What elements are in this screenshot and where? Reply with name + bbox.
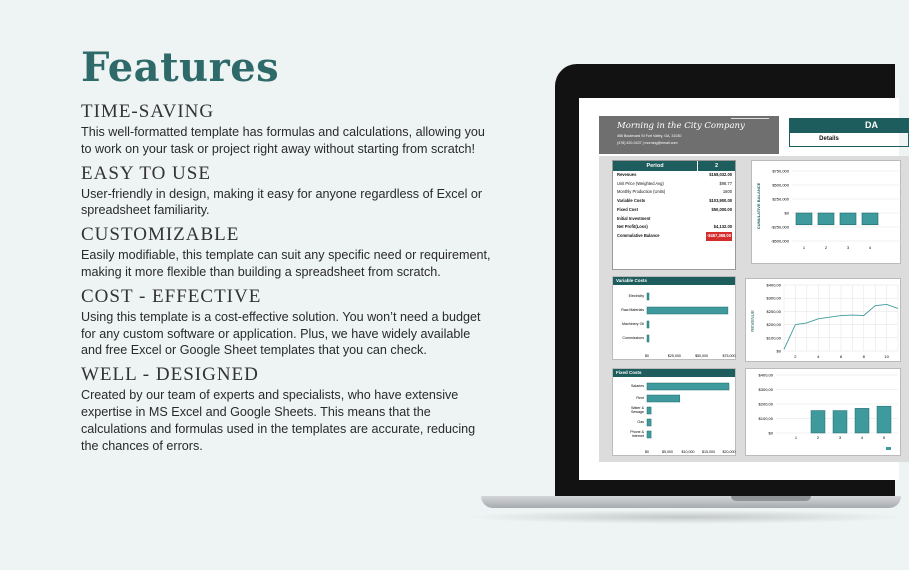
page-title: Features bbox=[81, 44, 280, 91]
y-tick-label: $100,00 bbox=[766, 335, 781, 341]
logo: Logo bbox=[732, 102, 765, 117]
period-row-label: Unit Price (Weighted Avg) bbox=[617, 180, 664, 186]
variable-costs-title: Variable Costs bbox=[613, 277, 735, 285]
category-label: Gas bbox=[637, 420, 644, 424]
period-row-value: $98.77 bbox=[719, 180, 732, 186]
period-row bbox=[613, 180, 735, 189]
y-tick-label: -$500,000 bbox=[770, 238, 789, 244]
x-tick-label: $15,000 bbox=[702, 450, 715, 454]
laptop-mockup bbox=[555, 64, 895, 520]
period-row-value: $158,032.00 bbox=[709, 172, 732, 177]
details-label: Details bbox=[789, 132, 909, 147]
legend-swatch bbox=[886, 447, 891, 450]
y-tick-label: $300,00 bbox=[766, 295, 781, 301]
period-row bbox=[613, 232, 735, 241]
bar bbox=[647, 431, 651, 438]
period-row-label: Initial Investment bbox=[617, 215, 651, 221]
features-column bbox=[81, 44, 491, 460]
period-rows bbox=[613, 171, 735, 241]
x-tick-label: 4 bbox=[868, 245, 872, 250]
x-tick-label: 2 bbox=[794, 354, 797, 359]
variable-costs-chart bbox=[612, 276, 736, 360]
period-row-label: Fixed Cost bbox=[617, 206, 638, 212]
feature-text: Using this template is a cost-effective solution. You won’t need a budget for any custom software or application. Plus, we have widely available and free Excel or Google Sheet templates that you can check. bbox=[81, 309, 481, 358]
bar bbox=[818, 213, 834, 225]
period-row bbox=[613, 171, 735, 180]
period-header-label: Period bbox=[646, 163, 664, 169]
y-tick-label: $750,000 bbox=[772, 168, 789, 174]
x-tick-label: 4 bbox=[860, 435, 864, 440]
fixed-costs-chart bbox=[612, 368, 736, 456]
x-tick-label: $75,000 bbox=[722, 354, 736, 358]
bar bbox=[833, 411, 847, 433]
x-tick-label: 3 bbox=[838, 435, 842, 440]
bar bbox=[647, 407, 651, 414]
x-tick-label: 2 bbox=[824, 245, 828, 250]
period-row bbox=[613, 215, 735, 224]
dashboard-header: DA bbox=[789, 118, 909, 132]
company-address: 456 Boulevard St Fort Valley, GA, 31030 bbox=[617, 134, 682, 138]
y-axis-label: CUMULATIVE BALANCE bbox=[756, 182, 761, 230]
bar bbox=[877, 406, 891, 433]
period-row-value: 1600 bbox=[722, 189, 732, 195]
feature-text: Created by our team of experts and specialists, who have extensive expertise in MS Excel and Google Sheets. This means that the calculations and formulas used in the templates are accurate, reducing the chances of errors. bbox=[81, 388, 476, 453]
category-label: Machinery Oil bbox=[622, 322, 644, 326]
bar bbox=[647, 395, 680, 402]
period-row bbox=[613, 188, 735, 197]
feature-text: User-friendly in design, making it easy for anyone regardless of Excel or spreadsheet familiarity. bbox=[81, 186, 483, 218]
feature-item bbox=[81, 287, 491, 359]
period-row-label: Revenues bbox=[617, 172, 637, 177]
bar bbox=[647, 321, 649, 328]
x-tick-label: 4 bbox=[817, 354, 820, 359]
period-row bbox=[613, 223, 735, 232]
x-tick-label: $20,000 bbox=[722, 450, 736, 454]
revenue-svg bbox=[746, 279, 902, 363]
category-label: Raw Materials bbox=[621, 308, 644, 312]
y-tick-label: $200,00 bbox=[758, 401, 773, 407]
company-name: Morning in the City Company bbox=[617, 121, 745, 131]
fixed-costs-svg bbox=[613, 377, 737, 457]
y-tick-label: $400,00 bbox=[766, 282, 781, 288]
category-label: Electricity bbox=[628, 294, 644, 298]
fixed-costs-title: Fixed Costs bbox=[613, 369, 735, 377]
variable-costs-svg bbox=[613, 285, 737, 361]
company-header bbox=[599, 116, 779, 154]
bar bbox=[647, 419, 651, 426]
y-tick-label: $500,000 bbox=[772, 182, 789, 188]
period-row-value: $103,900.00 bbox=[709, 198, 732, 204]
bottom-bar-chart bbox=[745, 368, 901, 456]
bar bbox=[647, 293, 649, 300]
y-tick-label: $300,00 bbox=[758, 387, 773, 392]
category-label: Internet bbox=[631, 434, 644, 438]
x-tick-label: $25,000 bbox=[667, 354, 681, 358]
period-header-value: 2 bbox=[697, 161, 735, 171]
period-row-value: $4,132.00 bbox=[713, 224, 732, 230]
period-row-label: Monthly Production (Units) bbox=[617, 189, 666, 195]
x-tick-label: $10,000 bbox=[681, 450, 695, 454]
category-label: Sewage bbox=[631, 410, 644, 414]
category-label: Commissions bbox=[622, 336, 644, 340]
feature-heading: TIME-SAVING bbox=[81, 101, 215, 122]
x-tick-label: 10 bbox=[884, 354, 889, 359]
x-tick-label: $0 bbox=[645, 450, 649, 454]
feature-item bbox=[81, 102, 491, 158]
period-summary-table bbox=[612, 160, 736, 270]
x-tick-label: $5,000 bbox=[662, 450, 673, 454]
x-tick-label: $50,000 bbox=[695, 354, 709, 358]
x-tick-label: 5 bbox=[882, 435, 886, 440]
y-tick-label: $0 bbox=[776, 348, 781, 354]
company-contact: (478) 420-0437 | morning@email.com bbox=[617, 141, 678, 145]
bar bbox=[647, 335, 649, 342]
y-tick-label: $100,00 bbox=[758, 416, 773, 421]
bottom-bar-svg bbox=[746, 369, 902, 457]
x-tick-label: 1 bbox=[794, 435, 798, 440]
x-tick-label: 1 bbox=[802, 245, 806, 250]
bar bbox=[811, 411, 825, 433]
feature-heading: COST - EFFECTIVE bbox=[81, 285, 262, 307]
category-label: Salaries bbox=[631, 384, 644, 388]
bar bbox=[647, 307, 728, 314]
y-tick-label: -$250,000 bbox=[770, 224, 789, 230]
cumulative-balance-svg bbox=[752, 161, 902, 265]
category-label: Water & bbox=[631, 406, 644, 410]
period-row bbox=[613, 197, 735, 206]
period-row-label: Commulative Balance bbox=[617, 232, 660, 238]
period-row-label: Variable Costs bbox=[617, 198, 646, 204]
bar bbox=[862, 213, 878, 225]
y-tick-label: $250,00 bbox=[766, 308, 781, 314]
period-row-label: Net Profit(Loss) bbox=[617, 224, 648, 230]
feature-heading: EASY TO USE bbox=[81, 162, 211, 184]
cumulative-balance-chart bbox=[751, 160, 901, 264]
y-axis-label: REVENUE bbox=[750, 310, 755, 332]
laptop-notch bbox=[731, 496, 811, 501]
period-header bbox=[613, 161, 735, 171]
feature-text: Easily modifiable, this template can suit any specific need or requirement, making it more flexible than building a spreadsheet from scratch. bbox=[81, 248, 491, 279]
spreadsheet-dashboard bbox=[579, 98, 899, 480]
laptop-screen bbox=[579, 98, 899, 480]
feature-heading: CUSTOMIZABLE bbox=[81, 224, 240, 246]
laptop-shadow bbox=[465, 510, 905, 524]
category-label: Phone & bbox=[630, 430, 644, 434]
revenue-chart bbox=[745, 278, 901, 362]
period-row bbox=[613, 206, 735, 215]
feature-heading: WELL - DESIGNED bbox=[81, 364, 259, 386]
category-label: Rent bbox=[636, 396, 644, 400]
laptop-base bbox=[481, 496, 901, 508]
y-tick-label: $250,000 bbox=[772, 196, 789, 202]
x-tick-label: 6 bbox=[839, 354, 843, 359]
y-tick-label: $200,00 bbox=[766, 322, 781, 328]
x-tick-label: 3 bbox=[846, 245, 850, 250]
feature-text: This well-formatted template has formulas and calculations, allowing you to work on your task or project right away without starting from scratch! bbox=[81, 125, 485, 156]
period-row-value: $50,000.00 bbox=[711, 206, 732, 212]
bar bbox=[840, 213, 856, 225]
x-tick-label: 2 bbox=[816, 435, 820, 440]
bar bbox=[855, 408, 869, 433]
y-tick-label: $0 bbox=[768, 430, 773, 436]
feature-item bbox=[81, 365, 491, 454]
y-tick-label: $0 bbox=[784, 210, 789, 216]
feature-item bbox=[81, 225, 491, 281]
logo-underline bbox=[731, 118, 769, 119]
x-tick-label: 8 bbox=[862, 354, 865, 359]
y-tick-label: $400,00 bbox=[758, 372, 773, 378]
x-tick-label: $0 bbox=[645, 354, 649, 358]
period-row-value: -$457,368.00 bbox=[706, 232, 732, 241]
bar bbox=[796, 213, 812, 225]
bar bbox=[647, 383, 729, 390]
feature-item bbox=[81, 164, 491, 220]
